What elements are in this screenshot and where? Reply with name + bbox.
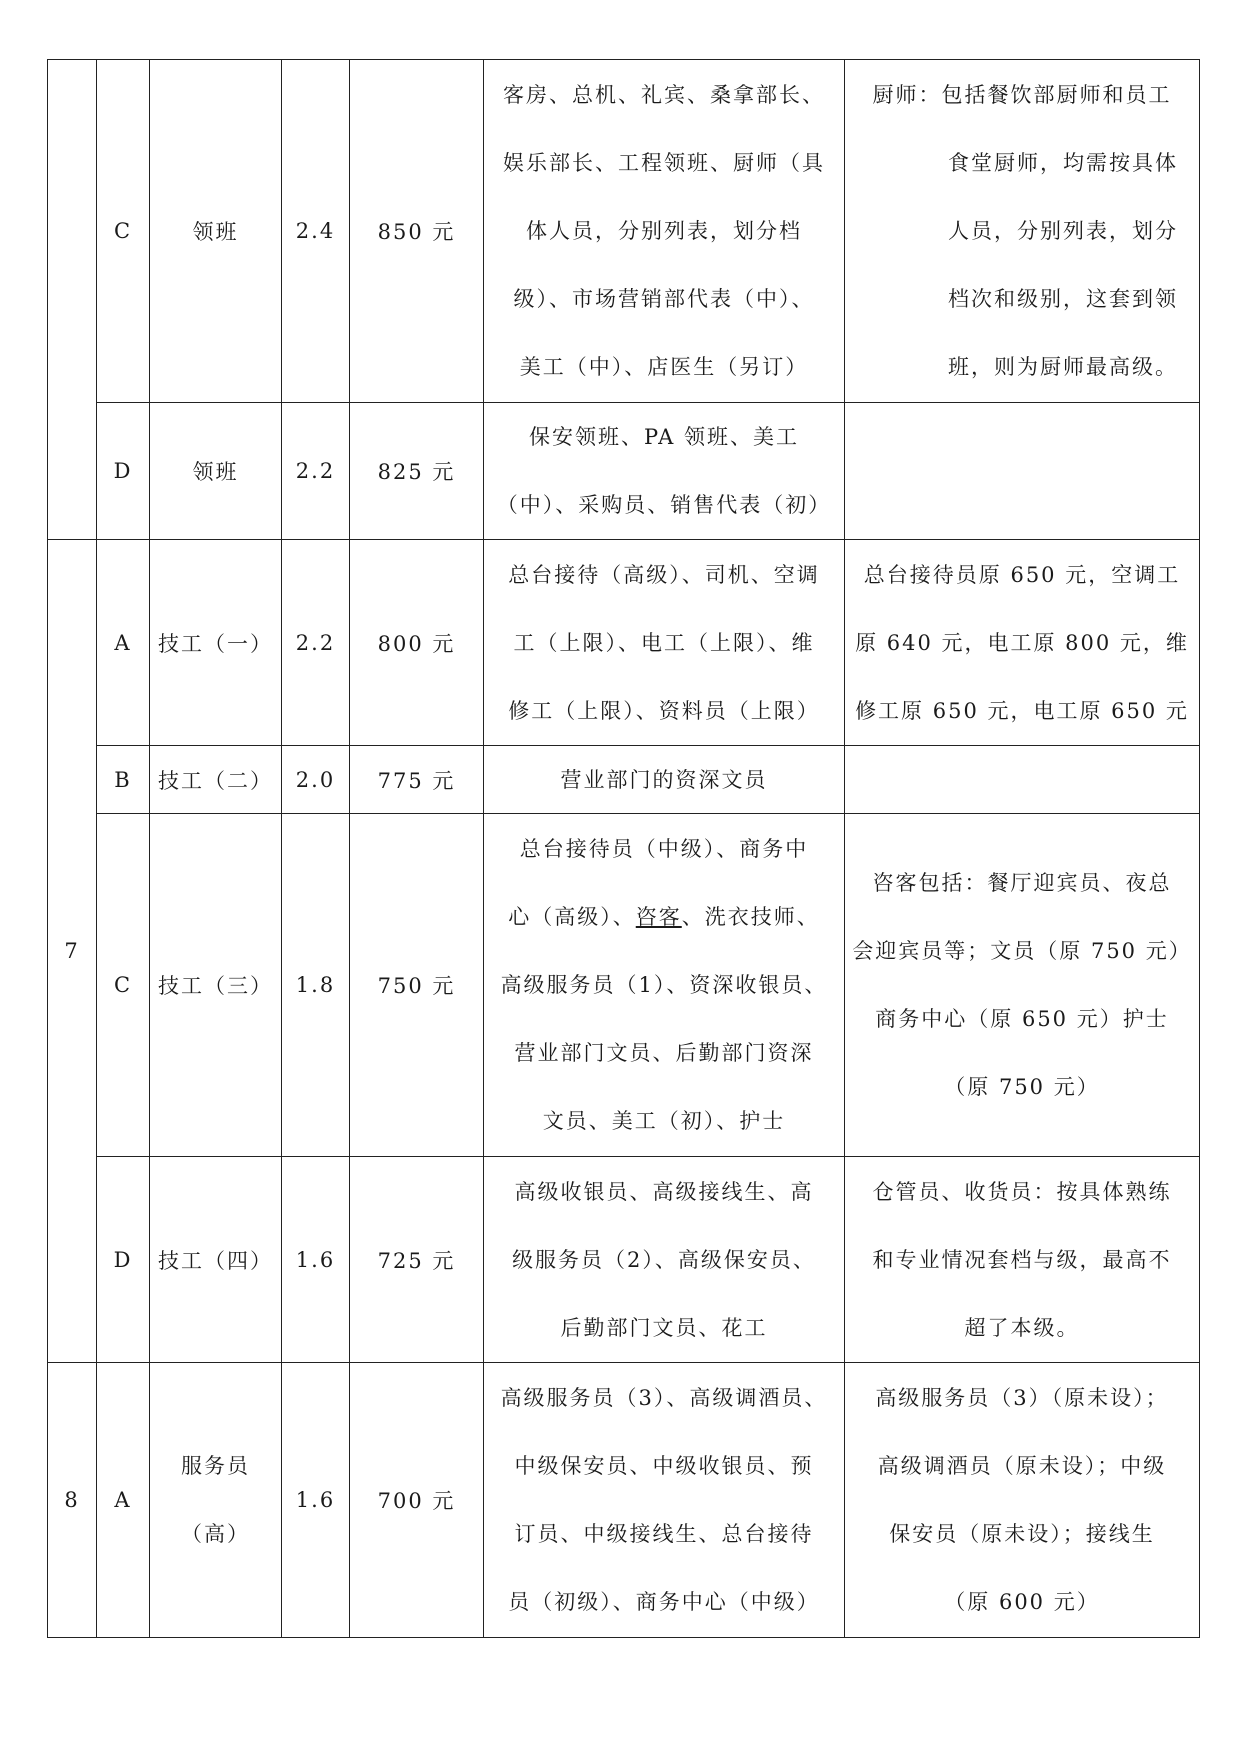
position-title-cell: 技工（二） <box>150 746 282 814</box>
remark-line: 班，则为厨师最高级。 <box>948 355 1178 379</box>
remark-line: 商务中心（原 650 元）护士 <box>875 1007 1169 1031</box>
positions-description-cell <box>484 814 845 1157</box>
remark-line: 和专业情况套档与级，最高不 <box>872 1247 1172 1272</box>
table-row <box>48 403 1200 540</box>
description-line: 后勤部门文员、花工 <box>560 1315 768 1340</box>
description-line: （中）、采购员、销售代表（初） <box>496 493 832 517</box>
description-text: 心（高级）、 <box>508 905 636 929</box>
coefficient-cell: 2.2 <box>282 540 350 746</box>
position-title-cell: 技工（四） <box>150 1157 282 1363</box>
remarks-cell <box>845 1157 1200 1363</box>
positions-description-cell <box>484 540 845 746</box>
table-row <box>48 814 1200 1157</box>
description-line: 总台接待（高级）、司机、空调 <box>508 562 820 587</box>
remark-line: 档次和级别，这套到领 <box>948 287 1178 311</box>
description-line <box>484 883 844 951</box>
description-line: 保安领班、PA 领班、美工 <box>528 425 800 449</box>
grade-group-cell: 7 <box>48 540 97 1363</box>
table-row <box>48 540 1200 746</box>
sub-grade-cell: B <box>97 746 150 814</box>
sub-grade-cell: D <box>97 1157 150 1363</box>
table-row <box>48 746 1200 814</box>
sub-grade-cell: C <box>97 60 150 403</box>
remark-line: 会迎宾员等；文员（原 750 元） <box>852 939 1192 963</box>
salary-grade-table <box>47 59 1200 1638</box>
remarks-cell <box>845 814 1200 1157</box>
description-line: 高级服务员（3）、高级调酒员、 <box>500 1386 828 1410</box>
description-text: 、洗衣技师、 <box>681 905 820 929</box>
remark-line: （原 600 元） <box>944 1590 1100 1614</box>
remark-line: 食堂厨师，均需按具体 <box>948 151 1178 175</box>
table-row <box>48 1157 1200 1363</box>
remarks-cell <box>845 1363 1200 1638</box>
description-line: 营业部门的资深文员 <box>560 767 768 792</box>
position-title-cell: 领班 <box>150 403 282 540</box>
description-line: 修工（上限）、资料员（上限） <box>508 698 820 723</box>
remark-line: 人员，分别列表，划分 <box>948 219 1178 243</box>
salary-cell: 775 元 <box>350 746 484 814</box>
positions-description-cell <box>484 60 845 403</box>
remarks-cell <box>845 746 1200 814</box>
remark-line: 总台接待员原 650 元，空调工 <box>863 562 1181 587</box>
salary-cell: 725 元 <box>350 1157 484 1363</box>
remark-line: 原 640 元，电工原 800 元，维 <box>855 630 1189 655</box>
position-title-cell <box>150 1363 282 1638</box>
underlined-term: 咨客 <box>635 905 682 929</box>
coefficient-cell: 1.8 <box>282 814 350 1157</box>
coefficient-cell: 2.4 <box>282 60 350 403</box>
remark-line: 咨客包括：餐厅迎宾员、夜总 <box>872 871 1172 895</box>
description-line: 员（初级）、商务中心（中级） <box>508 1590 820 1614</box>
salary-cell: 800 元 <box>350 540 484 746</box>
remarks-cell <box>845 540 1200 746</box>
sub-grade-cell: C <box>97 814 150 1157</box>
description-line: 订员、中级接线生、总台接待 <box>514 1522 814 1546</box>
salary-cell: 825 元 <box>350 403 484 540</box>
position-title-cell: 技工（三） <box>150 814 282 1157</box>
table-row <box>48 1363 1200 1638</box>
description-line: 高级收银员、高级接线生、高 <box>514 1179 814 1204</box>
description-line: 级）、市场营销部代表（中）、 <box>513 287 815 311</box>
remarks-cell <box>845 60 1200 403</box>
coefficient-cell: 1.6 <box>282 1157 350 1363</box>
coefficient-cell: 2.0 <box>282 746 350 814</box>
description-line: 娱乐部长、工程领班、厨师（具 <box>503 151 825 175</box>
grade-group-cell <box>48 60 97 540</box>
remark-line: （原 750 元） <box>944 1075 1100 1099</box>
remark-line: 仓管员、收货员：按具体熟练 <box>872 1179 1172 1204</box>
salary-cell: 750 元 <box>350 814 484 1157</box>
remark-line: 高级服务员（3）（原未设）； <box>875 1386 1169 1410</box>
description-line: 高级服务员（1）、资深收银员、 <box>500 973 828 997</box>
sub-grade-cell: D <box>97 403 150 540</box>
description-line: 体人员，分别列表，划分档 <box>526 219 802 243</box>
positions-description-cell <box>484 1157 845 1363</box>
description-line: 工（上限）、电工（上限）、维 <box>513 630 815 655</box>
sub-grade-cell: A <box>97 540 150 746</box>
position-title-line: 服务员 <box>181 1454 250 1478</box>
description-line: 美工（中）、店医生（另订） <box>519 355 809 379</box>
remark-line: 高级调酒员（原未设）；中级 <box>877 1454 1167 1478</box>
salary-cell: 700 元 <box>350 1363 484 1638</box>
remark-line: 保安员（原未设）；接线生 <box>889 1522 1155 1546</box>
remark-line: 厨师：包括餐饮部厨师和员工 <box>872 83 1172 107</box>
sub-grade-cell: A <box>97 1363 150 1638</box>
positions-description-cell <box>484 403 845 540</box>
description-line: 级服务员（2）、高级保安员、 <box>512 1247 816 1272</box>
table-row <box>48 60 1200 403</box>
position-title-line: （高） <box>181 1522 250 1546</box>
salary-cell: 850 元 <box>350 60 484 403</box>
position-title-cell: 领班 <box>150 60 282 403</box>
position-title-cell: 技工（一） <box>150 540 282 746</box>
positions-description-cell <box>484 746 845 814</box>
description-line: 营业部门文员、后勤部门资深 <box>514 1041 814 1065</box>
description-line: 总台接待员（中级）、商务中 <box>519 837 809 861</box>
coefficient-cell: 1.6 <box>282 1363 350 1638</box>
remarks-cell <box>845 403 1200 540</box>
positions-description-cell <box>484 1363 845 1638</box>
description-line: 客房、总机、礼宾、桑拿部长、 <box>503 83 825 107</box>
grade-group-cell: 8 <box>48 1363 97 1638</box>
remark-line: 超了本级。 <box>964 1315 1080 1340</box>
description-line: 中级保安员、中级收银员、预 <box>514 1454 814 1478</box>
remark-line: 修工原 650 元，电工原 650 元 <box>855 698 1189 723</box>
coefficient-cell: 2.2 <box>282 403 350 540</box>
description-line: 文员、美工（初）、护士 <box>542 1109 786 1133</box>
